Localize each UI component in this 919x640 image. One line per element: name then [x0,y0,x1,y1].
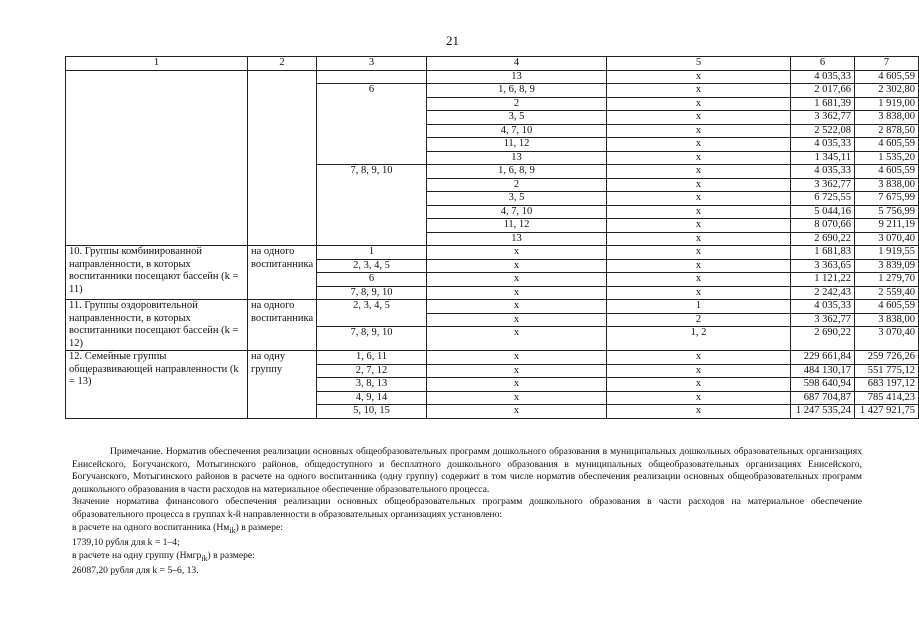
cell-col5: x [607,246,791,260]
cell-value-7: 1 919,55 [855,246,919,260]
cell-age: 3, 5 [427,111,607,125]
cell-age: 13 [427,70,607,84]
note-text: в расчете на одну группу (Нмгр [72,549,202,561]
note-paragraph-2: Значение норматива финансового обеспечения реализации основных общеобразовательных программ дошкольного образования в части расходов на материальное обеспечение образовательного процесса в группах k-й направленности в образовательных организациях установлено: [72,496,862,520]
cell-value-6: 2 522,08 [791,124,855,138]
header-cell: 2 [248,57,317,71]
cell-col5: 2 [607,313,791,327]
group-description: 10. Группы комбинированной направленности, в которых воспитанники посещают бассейн (k = 11) [66,246,248,300]
cell-age: x [427,313,607,327]
cell-col5: x [607,351,791,365]
cell-value-7: 785 414,23 [855,391,919,405]
cell-value-7: 259 726,26 [855,351,919,365]
cell-value-7: 683 197,12 [855,378,919,392]
cell-col3: 4, 9, 14 [317,391,427,405]
cell-age: 3, 5 [427,192,607,206]
cell-col5: 1, 2 [607,327,791,351]
cell-col3: 7, 8, 9, 10 [317,327,427,351]
footnote [72,446,862,578]
cell-age: 13 [427,151,607,165]
cell-value-6: 2 690,22 [791,327,855,351]
note-text: в расчете на одного воспитанника (Нм [72,521,230,533]
group-unit: на одну группу [248,351,317,419]
cell-col5: x [607,364,791,378]
note-per-child [72,522,862,538]
cell-col5: x [607,70,791,84]
cell-value-6: 687 704,87 [791,391,855,405]
cell-col5: x [607,84,791,98]
cell-age: 13 [427,232,607,246]
cell-col5: x [607,219,791,233]
table-row [66,246,919,260]
cell-age: 4, 7, 10 [427,205,607,219]
cell-value-6: 3 363,65 [791,259,855,273]
cell-col3: 1 [317,246,427,260]
cell-value-6: 4 035,33 [791,300,855,314]
cell-col5: x [607,124,791,138]
cell-col5: x [607,151,791,165]
cell-value-7: 4 605,59 [855,138,919,152]
cell-value-7: 2 302,80 [855,84,919,98]
cell-value-7: 1 535,20 [855,151,919,165]
cell-col3: 6 [317,273,427,287]
note-subscript: ik [229,525,236,535]
cell-col5: x [607,259,791,273]
cell-value-7: 9 211,19 [855,219,919,233]
cell-value-6: 598 640,94 [791,378,855,392]
cell-col5: x [607,286,791,300]
header-cell: 4 [427,57,607,71]
cell-col5: x [607,273,791,287]
note-text: ) в размере: [235,521,283,533]
cell-col5: x [607,391,791,405]
cell-value-7: 2 559,40 [855,286,919,300]
cell-col3: 3, 8, 13 [317,378,427,392]
cell-age: x [427,273,607,287]
cell-value-6: 229 661,84 [791,351,855,365]
cell-value-7: 3 070,40 [855,327,919,351]
empty-cell [317,70,427,84]
note-subscript: ik [201,553,208,563]
note-paragraph-1: Примечание. Норматив обеспечения реализации основных общеобразовательных программ дошкольного образования в муниципальных дошкольных образовательных организациях Енисейского, Богучанского, Мотыгинского районов, общедоступного и бесплатного дошкольного образования в муниципальных общеобразовательных организациях Енисейского, Богучанского, Мотыгинского районов в расчете на одного воспитанника (одну группу) содержит в том числе норматив обеспечения реализации основных общеобразовательных программ дошкольного образования в части расходов на материальное обеспечение образовательного процесса. [72,446,862,495]
cell-value-7: 3 838,00 [855,313,919,327]
table-row [66,300,919,314]
page-number: 21 [446,33,459,48]
cell-value-7: 7 675,99 [855,192,919,206]
cell-col3: 2, 7, 12 [317,364,427,378]
empty-cell [248,70,317,246]
cell-age: x [427,286,607,300]
header-row [66,57,919,71]
cell-value-7: 3 839,09 [855,259,919,273]
cell-value-7: 5 756,99 [855,205,919,219]
cell-value-6: 8 070,66 [791,219,855,233]
cell-col5: x [607,97,791,111]
cell-col3: 5, 10, 15 [317,405,427,419]
cell-value-7: 551 775,12 [855,364,919,378]
cell-col3: 7, 8, 9, 10 [317,286,427,300]
cell-col5: x [607,165,791,179]
cell-value-6: 4 035,33 [791,70,855,84]
cell-value-6: 2 690,22 [791,232,855,246]
cell-age: x [427,259,607,273]
cell-col5: x [607,111,791,125]
note-per-group [72,550,862,566]
group-description: 11. Группы оздоровительной направленности, в которых воспитанники посещают бассейн (k = 12) [66,300,248,351]
cell-value-7: 3 838,00 [855,178,919,192]
cell-value-7: 1 919,00 [855,97,919,111]
cell-value-6: 4 035,33 [791,165,855,179]
cell-age: x [427,246,607,260]
cell-value-6: 1 681,39 [791,97,855,111]
cell-age: 1, 6, 8, 9 [427,165,607,179]
cell-value-7: 1 427 921,75 [855,405,919,419]
note-text: ) в размере: [207,549,255,561]
cell-age: 11, 12 [427,138,607,152]
cell-value-7: 1 279,70 [855,273,919,287]
cell-col5: 1 [607,300,791,314]
header-cell: 3 [317,57,427,71]
cell-age: x [427,351,607,365]
cell-value-7: 3 838,00 [855,111,919,125]
header-cell: 7 [855,57,919,71]
note-per-child-value: 1739,10 рубля для k = 1–4; [72,537,180,549]
cell-value-6: 2 017,66 [791,84,855,98]
cell-value-6: 2 242,43 [791,286,855,300]
cell-col3: 2, 3, 4, 5 [317,259,427,273]
table-row [66,70,919,84]
empty-cell [66,70,248,246]
group-unit: на одного воспитанника [248,246,317,300]
header-cell: 5 [607,57,791,71]
cell-col5: x [607,178,791,192]
cell-value-6: 3 362,77 [791,111,855,125]
cell-value-7: 4 605,59 [855,300,919,314]
header-cell: 6 [791,57,855,71]
cell-age: x [427,300,607,314]
cell-value-7: 2 878,50 [855,124,919,138]
cell-value-6: 6 725,55 [791,192,855,206]
cell-value-6: 5 044,16 [791,205,855,219]
cell-age: x [427,378,607,392]
group-unit: на одного воспитанника [248,300,317,351]
cell-value-6: 3 362,77 [791,178,855,192]
cell-age: 2 [427,178,607,192]
cell-value-6: 4 035,33 [791,138,855,152]
cell-col5: x [607,405,791,419]
cell-age: 11, 12 [427,219,607,233]
cell-age: x [427,327,607,351]
cell-col3: 7, 8, 9, 10 [317,165,427,246]
cell-col5: x [607,205,791,219]
cell-col5: x [607,192,791,206]
cell-value-7: 4 605,59 [855,165,919,179]
note-per-group-value: 26087,20 рубля для k = 5–6, 13. [72,565,199,577]
cell-value-6: 1 345,11 [791,151,855,165]
cell-age: x [427,405,607,419]
cell-value-6: 484 130,17 [791,364,855,378]
cell-col3: 1, 6, 11 [317,351,427,365]
cell-value-6: 3 362,77 [791,313,855,327]
cell-age: 2 [427,97,607,111]
cell-col5: x [607,378,791,392]
group-description: 12. Семейные группы общеразвивающей направленности (k = 13) [66,351,248,419]
cell-age: 4, 7, 10 [427,124,607,138]
cell-col3: 6 [317,84,427,165]
cell-value-7: 4 605,59 [855,70,919,84]
cell-col5: x [607,232,791,246]
table-row [66,351,919,365]
cell-value-7: 3 070,40 [855,232,919,246]
cell-age: 1, 6, 8, 9 [427,84,607,98]
cell-value-6: 1 247 535,24 [791,405,855,419]
cell-value-6: 1 121,22 [791,273,855,287]
header-cell: 1 [66,57,248,71]
cell-value-6: 1 681,83 [791,246,855,260]
cell-age: x [427,364,607,378]
norms-table [65,56,919,419]
cell-age: x [427,391,607,405]
cell-col3: 2, 3, 4, 5 [317,300,427,327]
cell-col5: x [607,138,791,152]
